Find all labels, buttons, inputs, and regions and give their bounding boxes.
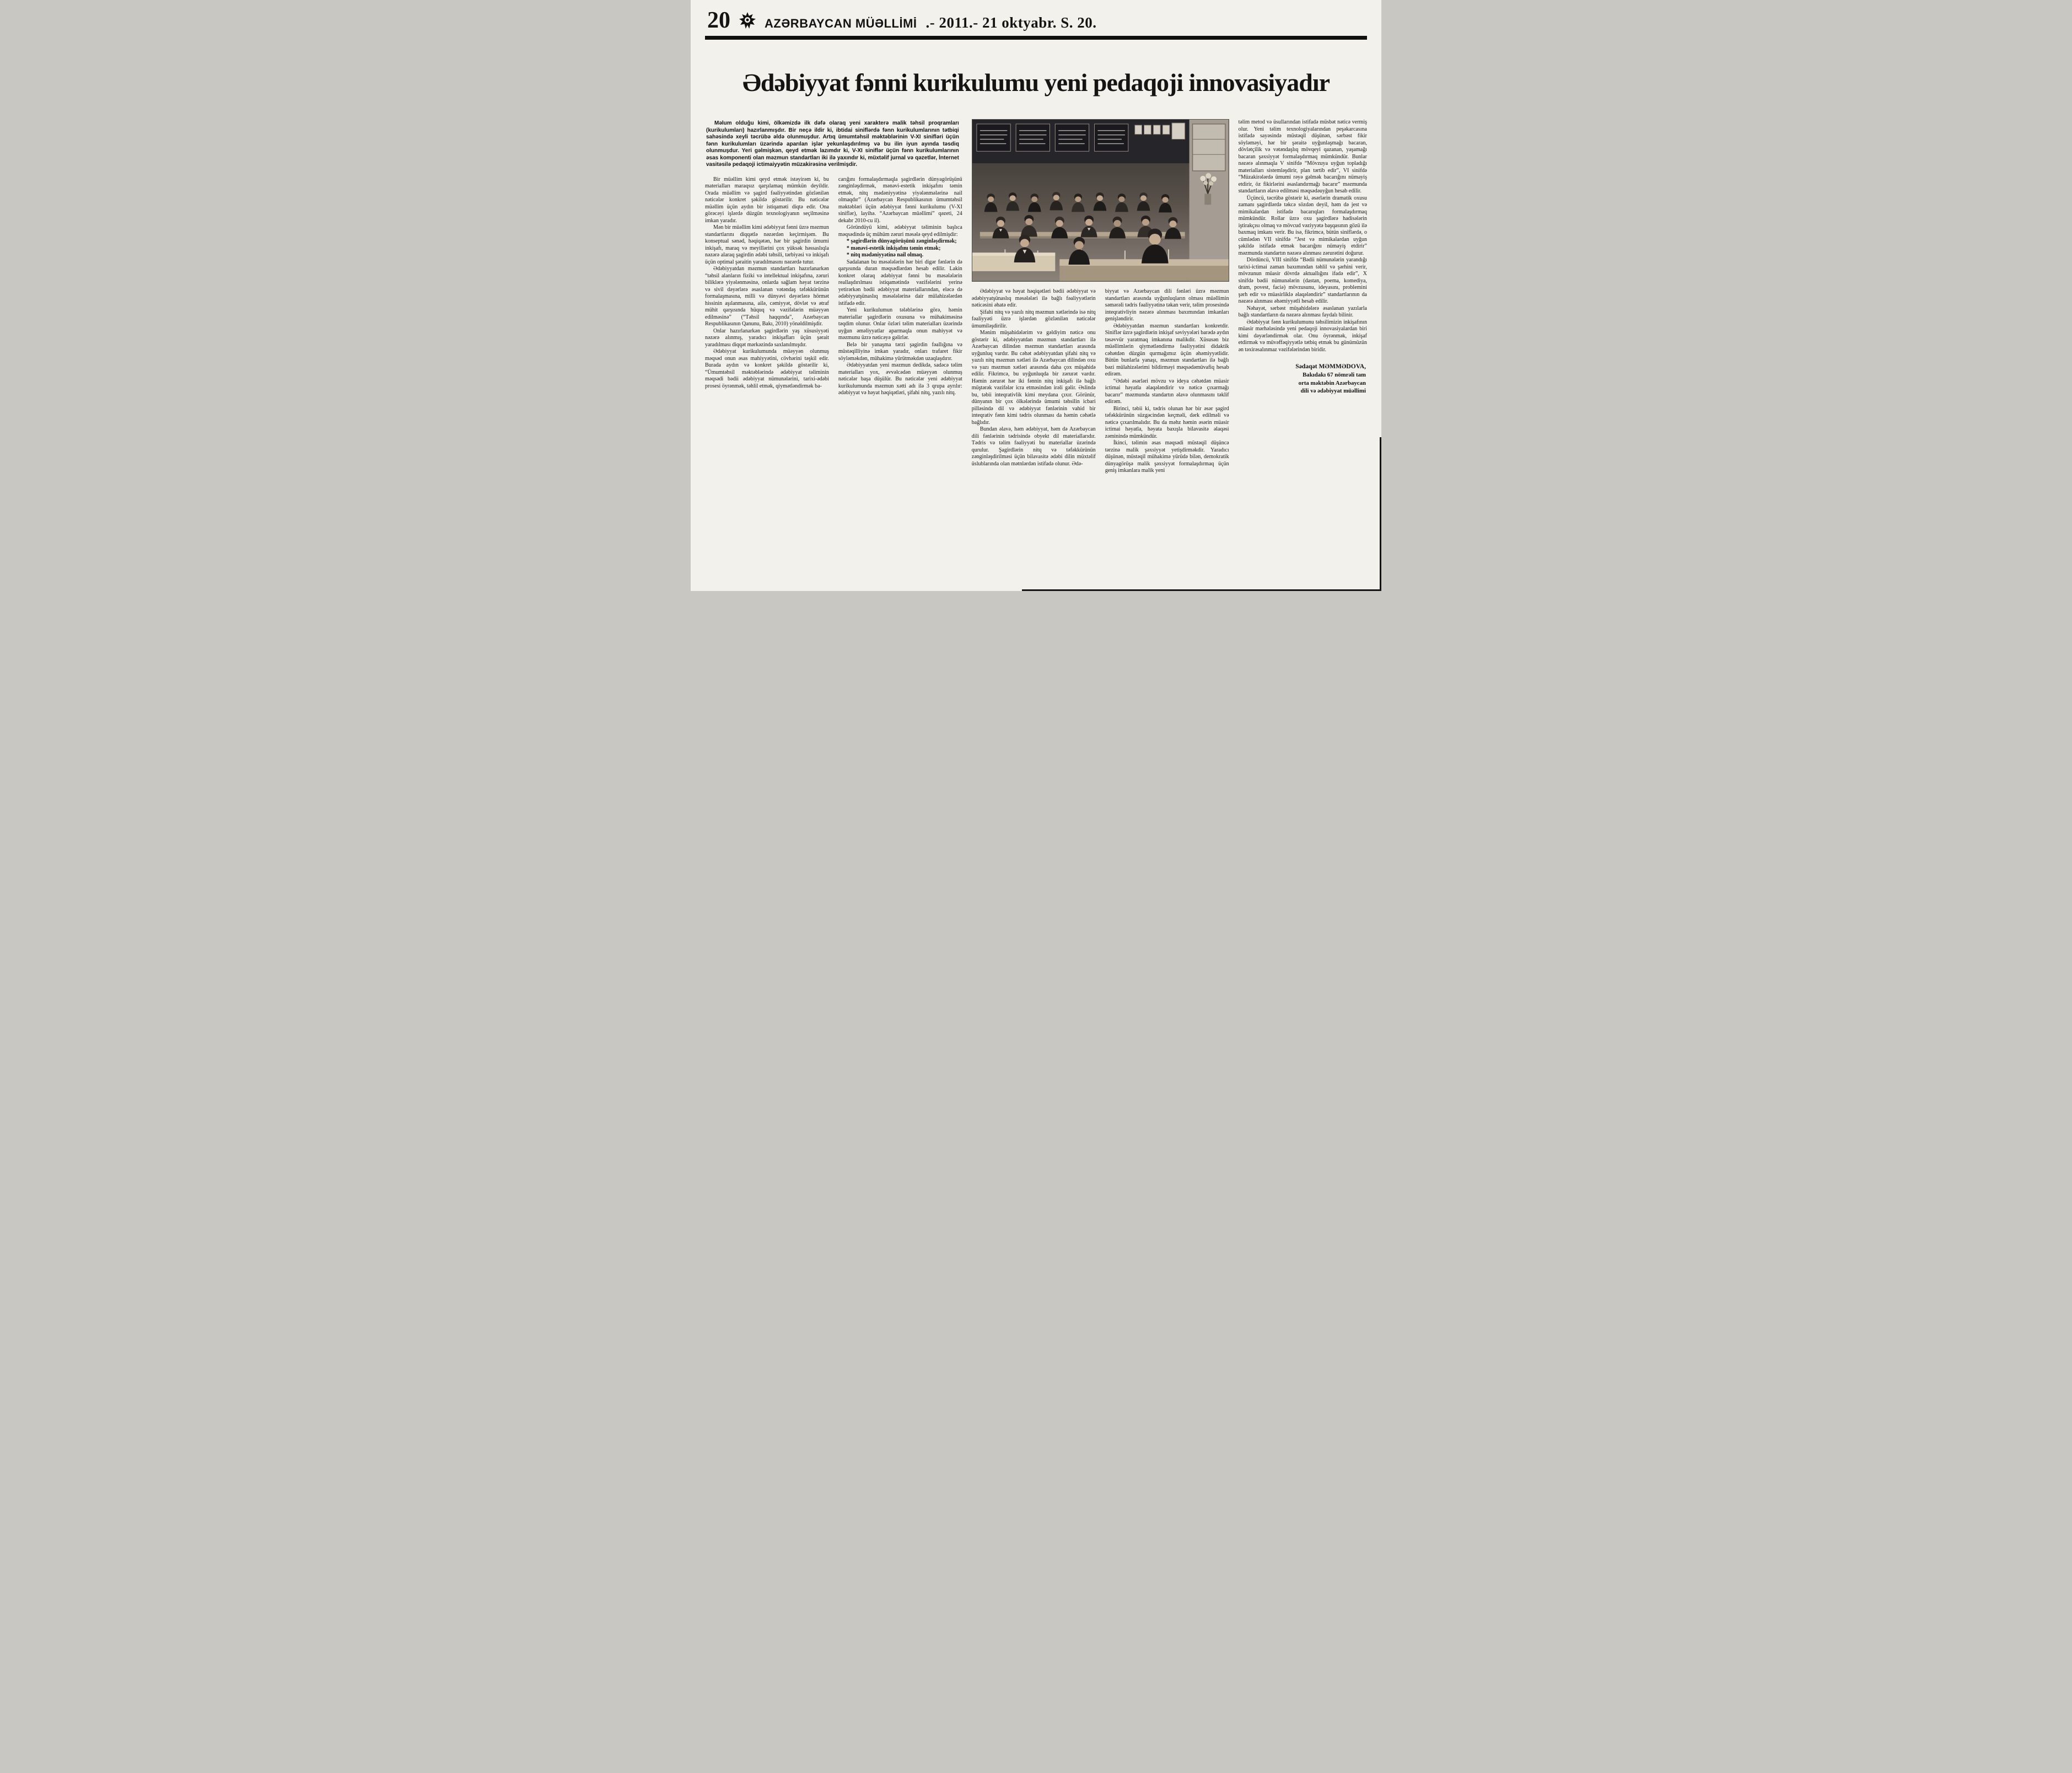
paragraph: Məlum olduğu kimi, ölkəmizdə ilk dəfə olaraq yeni xarakterə malik təhsil proqramları (kurikulumları) hazırlanmışdır. Bir neçə ildir ki, ibtidai siniflərdə fənn kurikulumlarının tətbiqi sahəsində xeyli təcrübə əldə olunmuşdur. Artıq ümumtəhsil məktəblərinin V-XI sinifləri üçün fənn kurikulumları üzərində aparılan işlər yekunlaşdırılmış və bu ilin iyun ayında təsdiq olunmuşdur. Yeri gəlmişkən, qeyd etmək lazımdır ki, V-XI siniflər üçün fənn kurikulumlarının əsas komponenti olan məzmun standartları iki ilə yaxındır ki, müxtəlif jurnal və qəzetlər, İnternet vasitəsilə pedaqoji ictimaiyyətin müzakirəsinə verilmişdir. <box>706 120 959 168</box>
paragraph: Göründüyü kimi, ədəbiyyat təliminin başlıca məqsədində üç mühüm zəruri məsələ qeyd edilmişdir: <box>838 224 962 238</box>
paragraph: dili və ədəbiyyat müəllimi <box>1300 388 1366 395</box>
paragraph: İkinci, təlimin əsas məqsədi müstəqil düşüncə tərzinə malik şəxsiyyət yetişdirməkdir. Yaradıcı düşünən, müstəqil mühakimə yürüdə bilən, demokratik dünyagörüşə malik şəxsiyyət formalaşdırmaq üçün geniş imkanlara malik yeni <box>1105 440 1229 474</box>
scan-artifact-right <box>1380 437 1381 591</box>
masthead-title: AZƏRBAYCAN MÜƏLLİMİ <box>765 17 917 30</box>
paragraph: * şagirdlərin dünyagörüşünü zənginləşdirmək; <box>846 238 957 245</box>
paragraph: biyyat və Azərbaycan dili fənləri üzrə məzmun standartları arasında uyğunluqların olması müəllimin səmərəli tədris fəaliyyətinə təkan verir, təlim prosesində inteqrativliyin nəzərə alınması baxımından imkanları genişləndirir. <box>1105 288 1229 323</box>
page-number: 20 <box>707 8 730 33</box>
lead-paragraph <box>706 120 959 169</box>
classroom-photo <box>972 119 1229 282</box>
left-block <box>705 119 962 397</box>
paragraph: Üçüncü, təcrübə göstərir ki, əsərlərin dramatik oxusu zamanı şagirdlərdə təkcə sözdən deyil, həm də jest və mimikalardan istifadə bacarıqları formalaşdırmaq mümkündür. Rollar üzrə oxu şagirdlərə hadisələrin iştirakçısı olmaq və mövcud vəziyyətə başqasının gözü ilə baxmaq imkanı verir. Bu isə, fikrimcə, bütün siniflərdə, o cümlədən VII sinifdə “Jest və mimikalardan uyğun şəkildə istifadə etmək bacarığını nümayiş etdirir” məzmunda standartın nəzərə alınması zərurətini doğurur. <box>1238 195 1367 256</box>
left-columns <box>705 176 962 397</box>
article-body <box>705 119 1367 474</box>
paragraph: Şifahi nitq və yazılı nitq məzmun xətlərində isə nitq fəaliyyəti üzrə işlərdən gözlənilən nəticələr ümumiləşdirilir. <box>971 309 1096 329</box>
article-headline: Ədəbiyyat fənni kurikulumu yeni pedaqoji innovasiyadır <box>742 68 1330 96</box>
paragraph: Bundan əlavə, həm ədəbiyyat, həm də Azərbaycan dili fənlərinin tədrisində obyekt dil materiallarıdır. Tədris və təlim fəaliyyəti bu materiallar üzərində qurulur. Şagirdlərin nitq və təfəkkürünün zənginləşdirilməsi üçün bilavasitə ədəbi dilin müxtəlif üslublarında olan mətnlərdən istifadə olunur. Ədə- <box>971 426 1096 467</box>
column-1 <box>705 176 829 397</box>
paragraph: Ədəbiyyat kurikulumunda müəyyən olunmuş məqsəd onun əsas mahiyyətini, cövhərini təşkil edir. Burada aydın və konkret şəkildə göstərilir ki, “Ümumtəhsil məktəblərində ədəbiyyat təliminin məqsədi bədii ədəbiyyat nümunələrini, tarixi-ədəbi prosesi öyrənmək, təhlil etmək, qiymətləndirmək ba- <box>705 348 829 389</box>
header-rule <box>705 36 1367 40</box>
emblem-icon <box>739 12 756 29</box>
paragraph: Ədəbiyyatdan məzmun standartları konkretdir. Siniflər üzrə şagirdlərin inkişaf səviyyələri barədə aydın təsəvvür yaratmaq imkanına malikdir. Xüsusən biz müəllimlərin qiymətləndirmə fəaliyyətini didaktik cəhətdən düzgün qurmağımız üçün əhəmiyyətlidir. Bütün bunlarla yanaşı, məzmun standartları ilə bağlı bəzi mülahizələrimi bildirməyi məqsədəmüvafiq hesab edirəm. <box>1105 323 1229 378</box>
author-affiliation <box>1239 371 1366 395</box>
middle-columns <box>972 288 1229 475</box>
paragraph: orta məktəbin Azərbaycan <box>1298 379 1366 386</box>
paragraph: təlim metod və üsullarından istifadə müsbət nəticə vermiş olur. Yeni təlim texnologiyalarından peşəkarcasına istifadə sayəsində müstəqil düşünən, sərbəst fikir söyləməyi, hər bir şəraitə uyğunlaşmağı bacaran, dövlətçilik və vətəndaşlıq mövqeyi qazanan, yaşamağı bacaran şəxsiyyət formalaşdırmaq mümkündür. Bunlar nəzərə alınmaqla V sinifdə “Mövzuya uyğun topladığı materialları sistemləşdirir, plan tərtib edir”, VI sinifdə “Müzakirələrdə ümumi rəyə gəlmək bacarığını nümayiş etdirir, öz fikirlərini əsaslandırmağı bacarır” məzmunda standartların əlavə edilməsi məqsədəuyğun hesab edilir. <box>1238 119 1367 195</box>
paragraph: Ədəbiyyatdan məzmun standartları hazırlanarkən “təhsil alanların fiziki və intellektual inkişafına, zəruri biliklərə yiyələnməsinə, onlarda sağlam həyat tərzinə və sivil dəyərlərə əsaslanan vətəndaş təfəkkürünün formalaşmasına, milli və dünyəvi dəyərlərə hörmət hissinin aşılanmasına, ailə, cəmiyyət, dövlət və ətraf mühit qarşısında hüquq və vəzifələrin müəyyən edilməsinə” (“Təhsil haqqında”, Azərbaycan Respublikasının Qanunu, Bakı, 2010) yönəldilmişdir. <box>705 266 829 327</box>
paragraph: Belə bir yanaşma tərzi şagirdin fəallığına və müstəqilliyinə imkan yaradır, onları trafaret fikir söyləməkdən, mühakimə yürütməkdən uzaqlaşdırır. <box>838 341 962 362</box>
paragraph: * nitq mədəniyyətinə nail olmaq. <box>846 252 924 259</box>
page-header <box>705 9 1367 34</box>
middle-block <box>972 119 1229 474</box>
paragraph: Bakıdakı 67 nömrəli tam <box>1303 371 1366 378</box>
scan-artifact-bottom <box>1022 589 1381 591</box>
paragraph: carığını formalaşdırmaqla şagirdlərin dünyagörüşünü zənginləşdirmək, mənəvi-estetik inkişafını təmin etmək, nitq mədəniyyətinə yiyələnmələrinə nail olmaqdır” (Azərbaycan Respublikasının ümumtəhsil məktəbləri üçün ədəbiyyat fənni kurikulumu (V-XI siniflər), layihə. “Azərbaycan müəllimi” qəzeti, 24 dekabr 2010-cu il). <box>838 176 962 224</box>
paragraph: Yeni kurikulumun tələblərinə görə, həmin materiallar şagirdlərin oxusuna və mühakiməsinə təqdim olunur. Onlar özləri təlim materialları üzərində uyğun əməliyyatlar aparmaqla onun mahiyyət və məzmunu üzrə nəticəyə gəlirlər. <box>838 307 962 341</box>
column-4 <box>1105 288 1229 475</box>
paragraph: Ədəbiyyatdan yeni məzmun dedikdə, sadəcə təlim materialları yox, əvvəlcədən müəyyən olunmuş nəticələr başa düşülür. Bu nəticələr yeni ədəbiyyat kurikulumunda məzmun xətti adı ilə 3 qrupa ayrılır: ədəbiyyat və həyat həqiqətləri, şifahi nitq, yazılı nitq. <box>838 362 962 396</box>
paragraph: Onlar hazırlanarkən şagirdlərin yaş xüsusiyyəti nəzərə alınmış, yaradıcı inkişafları üçün şərait yaradılması diqqət mərkəzində saxlanılmışdır. <box>705 327 829 348</box>
paragraph: Mən bir müəllim kimi ədəbiyyat fənni üzrə məzmun standartlarını diqqətlə nəzərdən keçirmişəm. Bu konseptual sənəd, həqiqətən, hər bir şagirdin ümumi inkişafı, maraq və meyillərini çox yüksək həssaslıqla nəzərə alaraq şagirdin ədəbi təhsili, tərbiyəsi və inkişafı üçün optimal şəraitin yaradılmasını nəzərdə tutur. <box>705 224 829 265</box>
right-block <box>1239 119 1367 395</box>
paragraph: Dördüncü, VIII sinifdə “Bədii nümunələrin yarandığı tarixi-ictimai zaman baxımından təhlil və şərhini verir, mövzunun müasir dövrdə aktuallığını ifadə edir”, X sinifdə bədii nümunələrin (dastan, poema, komediya, dram, povest, faciə) mövzusunu, ideyasını, problemini şərh edir və müasirliklə əlaqələndirir” standartlarının da nəzərə alınması əhəmiyyətli hesab edilir. <box>1238 257 1367 305</box>
column-2 <box>838 176 962 397</box>
paragraph: * mənəvi-estetik inkişafını təmin etmək; <box>846 245 941 251</box>
issue-citation: .- 2011.- 21 oktyabr. S. 20. <box>925 14 1097 31</box>
paragraph: Mənim müşahidələrim və gəldiyim nəticə onu göstərir ki, ədəbiyyatdan məzmun standartları ilə Azərbaycan dilindən məzmun standartları arasında uyğunluq vardır. Bu cəhət ədəbiyyatdan şifahi nitq və yazılı nitq məzmun xətləri ilə Azərbaycan dilindən oxu və yazı məzmun xətləri arasında daha çox müşahidə edilir. Fikrimcə, bu uyğunluqda bir zərurət vardır. Həmin zərurət hər iki fənnin nitq inkişafı ilə bağlı müştərək vəzifələr icra etməsindən irəli gəlir. Əslində bu, təbii inteqrativlik kimi meydana çıxır. Görünür, dünyanın bir çox ölkələrində ümumi təhsilin icbari pilləsində dil və ədəbiyyat fənlərinin vahid bir inteqrativ fənn kimi tədris olunması da həmin cəhətlə bağlıdır. <box>971 330 1096 426</box>
column-5 <box>1239 119 1367 353</box>
paragraph: Birinci, təbii ki, tədris olunan hər bir əsər şagird təfəkkürünün süzgəcindən keçməli, dərk edilməli və nəticə çıxarılmalıdır. Bu da məhz həmin əsərin müasir ictimai həyatla, həyata baxışla bilavasitə əlaqəsi zəminində mümkündür. <box>1105 405 1229 439</box>
paragraph: “Ədəbi əsərləri mövzu və ideya cəhətdən müasir ictimai həyatla əlaqələndirir və nəticə çıxarmağı bacarır” məzmunda standartın əlavə olunmasını təklif edirəm. <box>1105 378 1229 405</box>
column-3 <box>972 288 1096 475</box>
newspaper-page <box>691 0 1381 591</box>
paragraph: Ədəbiyyat və həyat həqiqətləri bədii ədəbiyyat və ədəbiyyatşünaslıq məsələləri ilə bağlı fəaliyyətlərin nəticəsini əhatə edir. <box>971 288 1096 309</box>
paragraph: Bir müəllim kimi qeyd etmək istəyirəm ki, bu materialları maraqsız qarşılamaq mümkün deyildir. Orada müəllim və şagird fəaliyyətindən gözlənilən nəticələr konkret şəkildə göstərilir. Bu nəticələr müəllim üçün aydın bir istiqaməti diqtə edir. Ona görəcəyi işlərdə düzgün texnologiyanın seçilməsinə imkan yaradır. <box>705 176 829 224</box>
paragraph: Nəhayət, sərbəst müşahidələrə əsaslanan yazılarla bağlı standartların da nəzərə alınması faydalı bilinir. <box>1238 305 1367 319</box>
paragraph: Sadalanan bu məsələlərin hər biri digər fənlərin də qarşısında duran məqsədlərdən hesab edilir. Lakin konkret olaraq ədəbiyyat fənni bu məsələlərin reallaşdırılması istiqamətində vəzifələrini yerinə yetirərkən bədii ədəbiyyat materiallarından, eləcə də ədəbiyyatşünaslıq məsələlərinə dair mülahizələrdən istifadə edir. <box>838 259 962 307</box>
author-name: Sədaqət MƏMMƏDOVA, <box>1295 363 1366 370</box>
author-signature <box>1239 362 1367 395</box>
paragraph: Ədəbiyyat fənn kurikulumunu təhsilimizin inkişafının müasir mərhələsində yeni pedaqoji innovasiyalardan biri kimi dəyərləndirmək olar. Onu öyrənmək, inkişaf etdirmək və müvəffəqiyyətlə tətbiq etmək bu günümüzün ən təxirəsalınmaz vəzifələrindən biridir. <box>1238 319 1367 353</box>
